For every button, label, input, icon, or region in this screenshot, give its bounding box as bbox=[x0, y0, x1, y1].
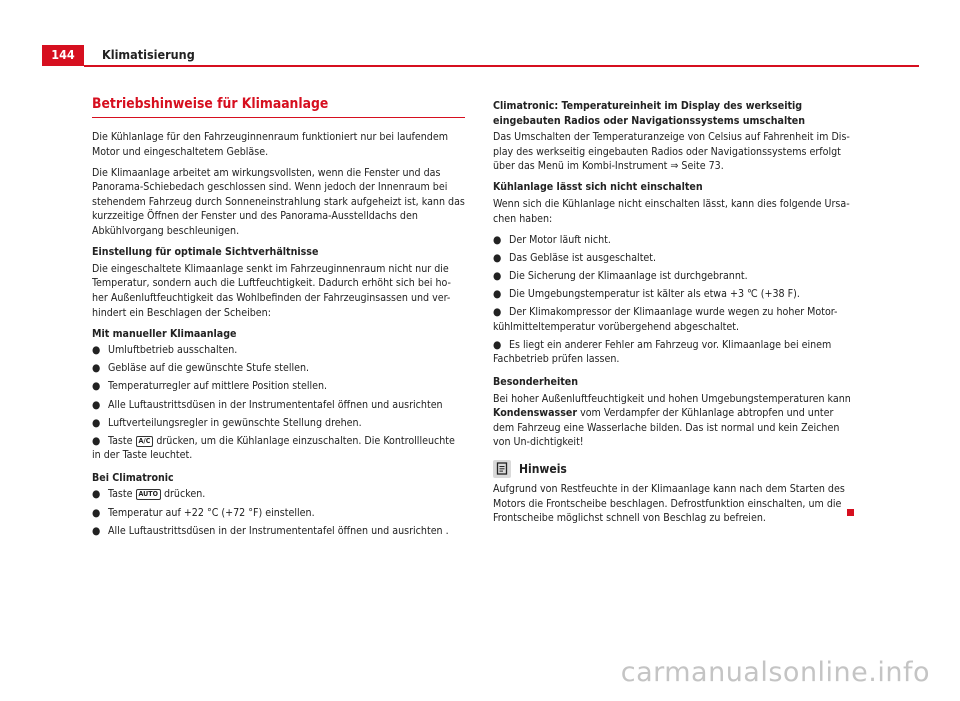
list-item-text: Umluftbetrieb ausschalten. bbox=[108, 344, 238, 357]
right-column bbox=[493, 99, 853, 532]
paragraph-text: vom Verdampfer der Kühlanlage abtropfen und unter dem Fahrzeug eine Wasserlache bilden. Das ist normal und kein Zeichen von Un-dichtigkeit! bbox=[493, 407, 840, 449]
subheading: Climatronic: Temperatureinheit im Display des werkseitig eingebauten Radios oder Navigationssystems umschalten bbox=[493, 100, 806, 127]
list-item bbox=[92, 379, 465, 394]
list-item-text: Der Motor läuft nicht. bbox=[509, 233, 611, 246]
list-item-text: Es liegt ein anderer Fehler am Fahrzeug vor. Klimaanlage bei einem Fachbetrieb prüfen lassen. bbox=[493, 338, 832, 366]
list-item-text: Der Klimakompressor der Klimaanlage wurde wegen zu hoher Motor-kühlmitteltemperatur vorübergehend abgeschaltet. bbox=[493, 306, 838, 333]
hint-text: Aufgrund von Restfeuchte in der Klimaanlage kann nach dem Starten des Motors die Frontscheibe beschlagen. Defrostfunktion einschalten, um die Frontscheibe möglichst schnell von Beschlag zu befreien. bbox=[493, 482, 845, 525]
bullet: ● bbox=[92, 344, 101, 357]
bullet: ● bbox=[493, 288, 502, 301]
heading-rule bbox=[92, 117, 465, 118]
list-item bbox=[92, 343, 465, 358]
list-item-text: Luftverteilungsregler in gewünschte Stellung drehen. bbox=[108, 416, 362, 429]
list-item-text: Die Sicherung der Klimaanlage ist durchgebrannt. bbox=[509, 269, 748, 282]
list-item bbox=[92, 524, 465, 539]
subheading: Bei Climatronic bbox=[92, 471, 174, 484]
manual-ac-steps bbox=[92, 343, 465, 463]
subheading: Kühlanlage lässt sich nicht einschalten bbox=[493, 181, 703, 194]
list-item bbox=[92, 506, 465, 521]
note-icon bbox=[493, 460, 511, 478]
bullet: ● bbox=[92, 398, 101, 411]
paragraph: Wenn sich die Kühlanlage nicht einschalten lässt, kann dies folgende Ursa-chen haben: bbox=[493, 198, 850, 225]
subheading: Einstellung für optimale Sichtverhältnisse bbox=[92, 246, 319, 259]
bullet: ● bbox=[92, 362, 101, 375]
section-title: Klimatisierung bbox=[102, 47, 195, 62]
header-rule bbox=[84, 65, 919, 67]
watermark: carmanualsonline.info bbox=[620, 657, 930, 688]
section-end-mark bbox=[847, 509, 854, 516]
list-item-text: Taste bbox=[108, 434, 133, 447]
paragraph bbox=[493, 392, 853, 450]
list-item bbox=[92, 416, 465, 431]
bullet: ● bbox=[92, 434, 101, 447]
list-item-text: Das Gebläse ist ausgeschaltet. bbox=[509, 251, 657, 264]
hint-box bbox=[493, 460, 853, 526]
list-item-text: Alle Luftaustrittsdüsen in der Instrumententafel öffnen und ausrichten . bbox=[108, 524, 449, 537]
cause-list bbox=[493, 233, 853, 367]
bullet: ● bbox=[493, 233, 502, 246]
list-item bbox=[92, 487, 465, 502]
list-item bbox=[92, 361, 465, 376]
list-item bbox=[493, 305, 853, 334]
list-item bbox=[493, 338, 853, 367]
list-item-text: Gebläse auf die gewünschte Stufe stellen. bbox=[108, 362, 310, 375]
paragraph: Die eingeschaltete Klimaanlage senkt im Fahrzeuginnenraum nicht nur die Temperatur, sondern auch die Luftfeuchtigkeit. Dadurch erhöht sich bei ho-her Außenluftfeuchtigkeit das Wohlbefinden der Fahrzeuginsassen und ver-hindert ein Beschlagen der Scheiben: bbox=[92, 262, 451, 319]
bullet: ● bbox=[493, 338, 502, 351]
page-number: 144 bbox=[42, 45, 84, 66]
bullet: ● bbox=[493, 251, 502, 264]
list-item bbox=[493, 251, 853, 266]
list-item-text: Temperaturregler auf mittlere Position stellen. bbox=[108, 380, 328, 393]
auto-key-icon: AUTO bbox=[136, 489, 161, 500]
list-item bbox=[493, 269, 853, 284]
bullet: ● bbox=[92, 488, 101, 501]
list-item-text: Temperatur auf +22 °C (+72 °F) einstellen. bbox=[108, 506, 315, 519]
hint-title: Hinweis bbox=[519, 461, 567, 476]
list-item bbox=[92, 398, 465, 413]
list-item bbox=[493, 233, 853, 248]
subheading: Besonderheiten bbox=[493, 376, 579, 388]
list-item bbox=[92, 434, 465, 463]
paragraph: Die Kühlanlage für den Fahrzeuginnenraum funktioniert nur bei laufendem Motor und eingeschaltetem Gebläse. bbox=[92, 131, 448, 158]
bullet: ● bbox=[493, 306, 502, 319]
hint-header bbox=[493, 460, 853, 478]
paragraph-emphasis: Kondenswasser bbox=[493, 407, 578, 420]
page-heading: Betriebshinweise für Klimaanlage bbox=[92, 96, 329, 112]
climatronic-steps bbox=[92, 487, 465, 538]
bullet: ● bbox=[92, 416, 101, 429]
paragraph: Das Umschalten der Temperaturanzeige von Celsius auf Fahrenheit im Dis-play des werkseitig eingebauten Radios oder Navigationssystems erfolgt über das Menü im Kombi-Instrument ⇒ Seite 73. bbox=[493, 131, 850, 173]
list-item-text: Die Umgebungstemperatur ist kälter als etwa +3 ℃ (+38 F). bbox=[509, 288, 800, 301]
bullet: ● bbox=[92, 506, 101, 519]
list-item-text: drücken. bbox=[163, 488, 206, 501]
list-item bbox=[493, 287, 853, 302]
left-column bbox=[92, 95, 465, 542]
bullet: ● bbox=[92, 380, 101, 393]
list-item-text: drücken, um die Kühlanlage einzuschalten. Die Kontrollleuchte in der Taste leuchtet. bbox=[92, 434, 455, 462]
paragraph: Die Klimaanlage arbeitet am wirkungsvollsten, wenn die Fenster und das Panorama-Schiebedach geschlossen sind. Wenn jedoch der Innenraum bei stehendem Fahrzeug durch Sonneneinstrahlung stark aufgeheizt ist, kann das kurzzeitige Öffnen der Fenster und des Panorama-Ausstelldachs den Abkühlvorgang beschleunigen. bbox=[92, 166, 465, 238]
bullet: ● bbox=[92, 524, 101, 537]
ac-key-icon: A/C bbox=[136, 436, 154, 447]
paragraph-text: Bei hoher Außenluftfeuchtigkeit und hohen Umgebungstemperaturen kann bbox=[493, 392, 851, 405]
subheading: Mit manueller Klimaanlage bbox=[92, 327, 237, 340]
list-item-text: Alle Luftaustrittsdüsen in der Instrumententafel öffnen und ausrichten bbox=[108, 398, 443, 411]
list-item-text: Taste bbox=[108, 488, 133, 501]
bullet: ● bbox=[493, 269, 502, 282]
